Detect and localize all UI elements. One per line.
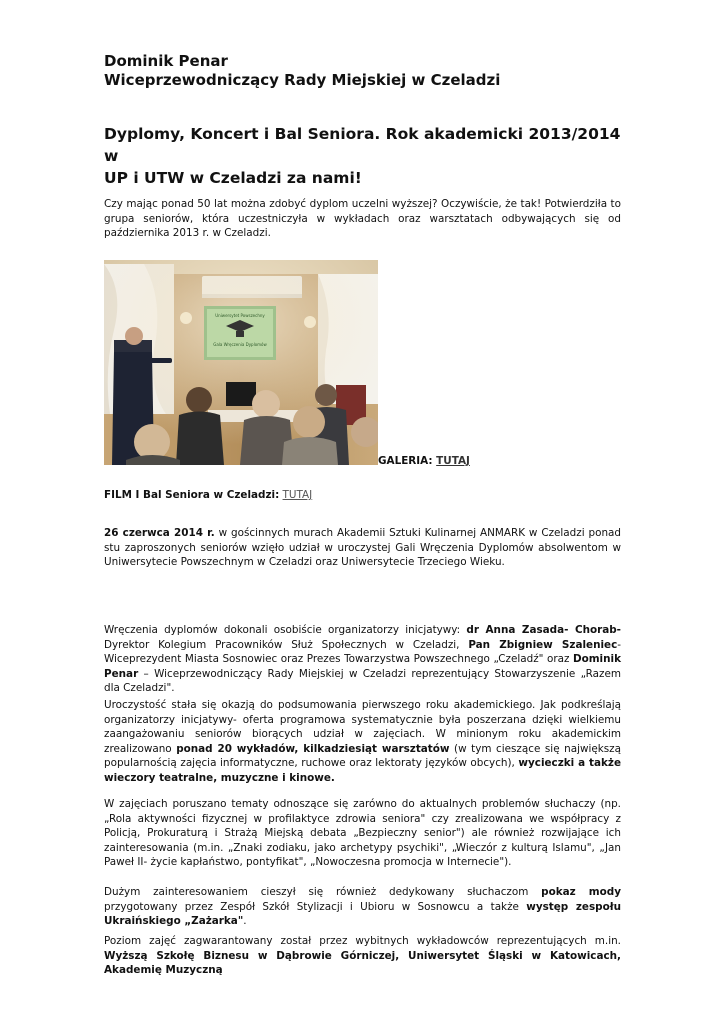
lecturers-text-1: Poziom zajęć zagwarantowany został przez wybitnych wykładowców reprezentujących m.in. bbox=[104, 935, 621, 947]
paragraph-organizers bbox=[104, 623, 621, 696]
fashion-text-1: Dużym zainteresowaniem cieszył się również dedykowany słuchaczom bbox=[104, 886, 542, 898]
author-role: Wiceprzewodniczący Rady Miejskiej w Czeladzi bbox=[104, 71, 501, 89]
document-page bbox=[104, 52, 622, 977]
gallery-link[interactable]: TUTAJ bbox=[436, 455, 470, 467]
article-title-line-1: Dyplomy, Koncert i Bal Seniora. Rok akademicki 2013/2014 w bbox=[104, 125, 621, 165]
event-photo bbox=[104, 260, 378, 465]
summary-text-2: (w tym cieszące się największą popularnością zajęcia informatyczne, ruchowe oraz lektoraty języków obcych), bbox=[104, 742, 621, 770]
intro-paragraph: Czy mając ponad 50 lat można zdobyć dyplom uczelni wyższej? Oczywiście, że tak! Potwierdziła to grupa seniorów, która uczestniczyła w wykładach oraz warsztatach odbywających się od października 2013 r. w Czeladzi. bbox=[104, 198, 621, 240]
gala-date: 26 czerwca 2014 r. bbox=[104, 527, 215, 539]
film-line bbox=[104, 489, 312, 502]
organizers-text-3: - Wiceprezydent Miasta Sosnowiec oraz Prezes Towarzystwa Powszechnego „Czeladź" oraz bbox=[104, 638, 621, 666]
fashion-bold-2: występ zespołu Ukraińskiego „Zażarka" bbox=[104, 900, 621, 928]
event-photo-image bbox=[104, 260, 378, 465]
film-label: FILM I Bal Seniora w Czeladzi: bbox=[104, 489, 280, 501]
summary-bold-1: ponad 20 wykładów, kilkadziesiąt warsztatów bbox=[176, 742, 450, 755]
organizers-text-1: Wręczenia dyplomów dokonali osobiście organizatorzy inicjatywy: bbox=[104, 624, 467, 636]
film-link[interactable]: TUTAJ bbox=[282, 489, 313, 501]
organizer-3: Dominik Penar bbox=[104, 653, 621, 680]
summary-text-1: Uroczystość stała się okazją do podsumowania pierwszego roku akademickiego. Jak podkreślają organizatorzy inicjatywy- oferta programowa systematycznie była poszerzana dzięki wielkiemu zaangażowaniu seniorów biorących udział w zajęciach. W minionym roku akademickim zrealizowano bbox=[104, 699, 621, 755]
fashion-text-3: . bbox=[243, 915, 247, 928]
paragraph-fashion bbox=[104, 885, 621, 929]
summary-bold-2: wycieczki a także wieczory teatralne, muzyczne i kinowe. bbox=[104, 757, 621, 784]
paragraph-gala bbox=[104, 526, 621, 570]
gallery-line bbox=[378, 455, 470, 468]
lecturers-bold-1: Wyższą Szkołę Biznesu w Dąbrowie Górniczej, Uniwersytet Śląski w Katowicach, Akademię Muzyczną bbox=[104, 949, 621, 977]
gala-text: w gościnnych murach Akademii Sztuki Kulinarnej ANMARK w Czeladzi ponad stu zaproszonych seniorów wzięło udział w uroczystej Gali Wręczenia Dyplomów absolwentom w Uniwersytecie Powszechnym w Czeladzi oraz Uniwersytecie Trzeciego Wieku. bbox=[104, 527, 622, 569]
article-title bbox=[104, 123, 621, 189]
organizers-text-2: Dyrektor Kolegium Pracowników Służ Społecznych w Czeladzi, bbox=[104, 638, 469, 651]
article-title-line-2: UP i UTW w Czeladzi za nami! bbox=[104, 169, 362, 187]
fashion-text-2: przygotowany przez Zespół Szkół Stylizacji i Ubioru w Sosnowcu a także bbox=[104, 900, 527, 913]
fashion-bold-1: pokaz mody bbox=[541, 886, 621, 898]
slide-title: Uniwersytet Powszechny bbox=[215, 313, 265, 318]
paragraph-summary bbox=[104, 698, 621, 786]
organizer-2: Pan Zbigniew Szaleniec bbox=[468, 638, 618, 651]
organizers-text-4: – Wiceprzewodniczący Rady Miejskiej w Czeladzi reprezentujący Stowarzyszenie „Razem dla Czeladzi". bbox=[104, 667, 621, 695]
organizer-1: dr Anna Zasada- Chorab- bbox=[466, 624, 621, 636]
slide-caption: Gala Wręczenia Dyplomów bbox=[213, 342, 267, 347]
paragraph-topics: W zajęciach poruszano tematy odnoszące się zarówno do aktualnych problemów słuchaczy (np. „Rola aktywności fizycznej w profilaktyce zdrowia seniora" czy zrealizowana we współpracy z Policją, Prokuraturą i Strażą Miejską debata „Bezpieczny senior") ale również rozwijające ich zainteresowania (m.in. „Znaki zodiaku, jako archetypy psychiki", „Wieczór z kulturą Islamu", „Jan Paweł II- życie kapłaństwo, pontyfikat", „Nowoczesna promocja w Internecie"). bbox=[104, 798, 621, 869]
gallery-label: GALERIA: bbox=[378, 455, 433, 467]
paragraph-lecturers bbox=[104, 934, 621, 978]
author-name: Dominik Penar bbox=[104, 52, 228, 70]
